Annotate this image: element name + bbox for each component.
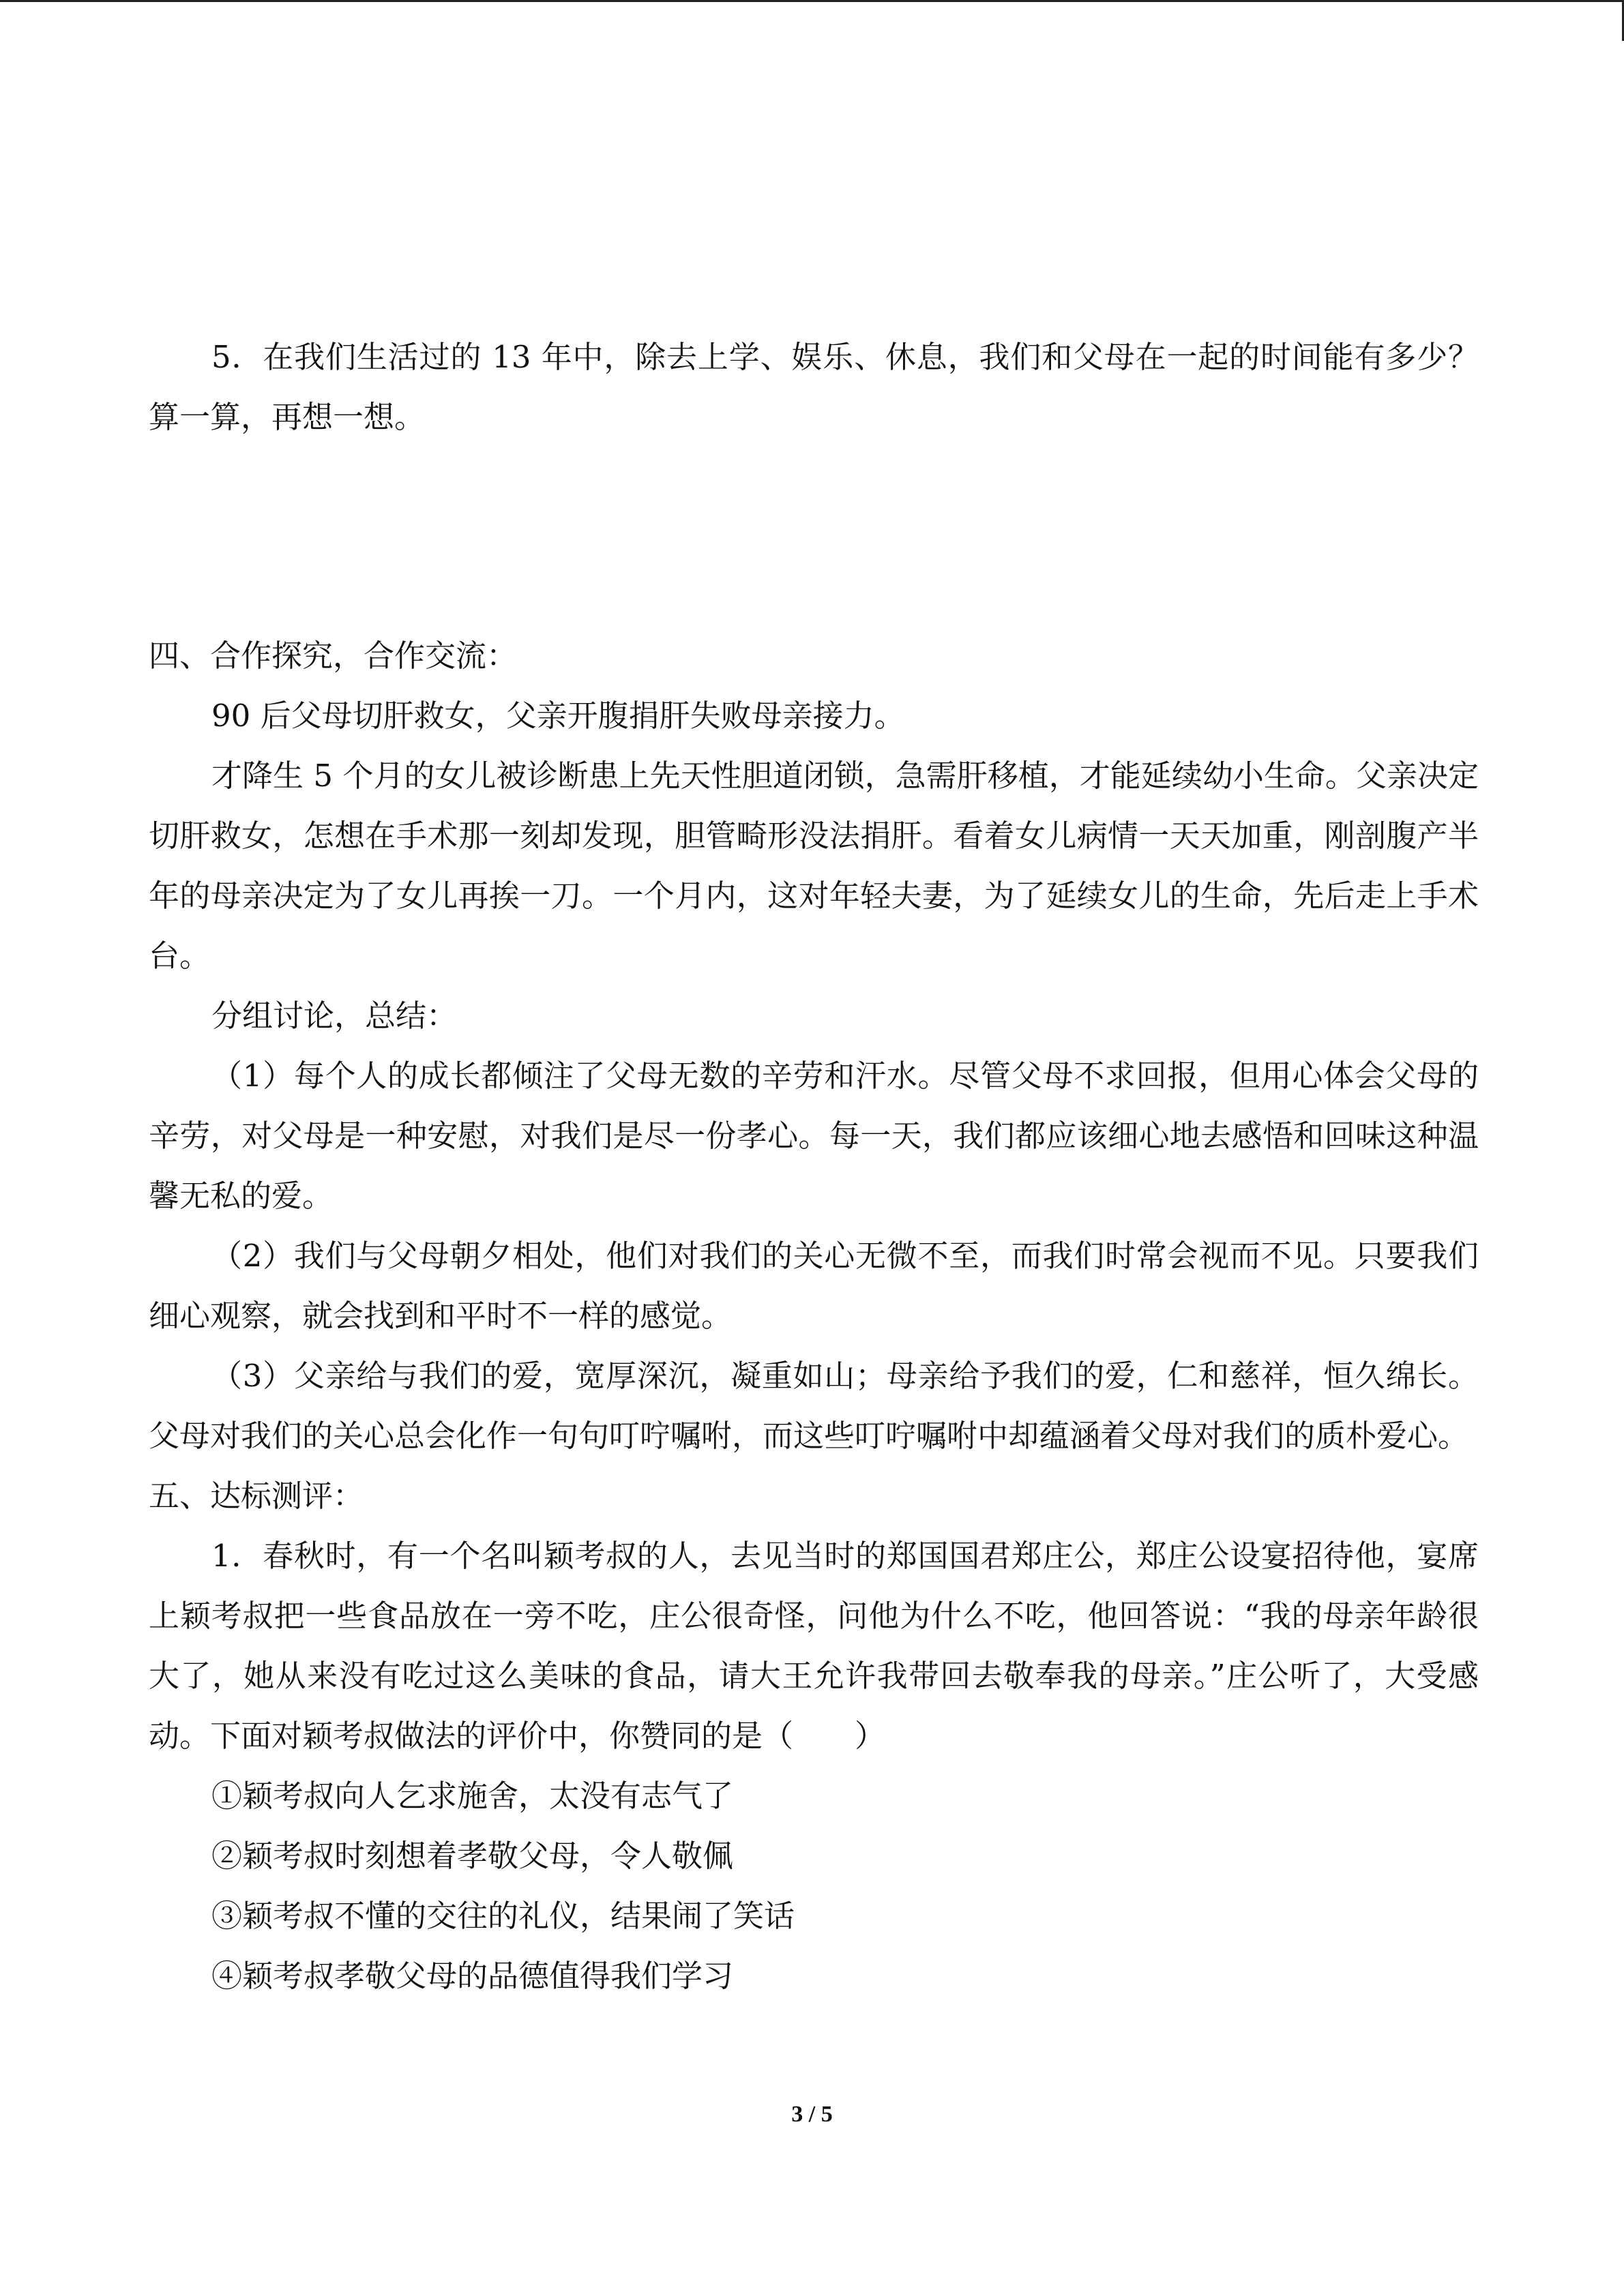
summary-point-2: （2）我们与父母朝夕相处，他们对我们的关心无微不至，而我们时常会视而不见。只要我们细心观察，就会找到和平时不一样的感觉。: [149, 1238, 1479, 1334]
question-5: 5．在我们生活过的 13 年中，除去上学、娱乐、休息，我们和父母在一起的时间能有多少？算一算，再想一想。: [149, 339, 1479, 435]
option-1: ①颖考叔向人乞求施舍，太没有志气了: [211, 1778, 734, 1814]
answer-space: [149, 447, 1479, 626]
page-number: 3 / 5: [791, 2102, 833, 2127]
news-body: 才降生 5 个月的女儿被诊断患上先天性胆道闭锁，急需肝移植，才能延续幼小生命。父亲决定切肝救女，怎想在手术那一刻却发现，胆管畸形没法捐肝。看着女儿病情一天天加重，刚剖腹产半年的母亲决定为了女儿再挨一刀。一个月内，这对年轻夫妻，为了延续女儿的生命，先后走上手术台。: [149, 758, 1479, 974]
discussion-heading: 分组讨论，总结：: [211, 998, 458, 1034]
section-5-heading: 五、达标测评：: [149, 1478, 364, 1514]
summary-point-3: （3）父亲给与我们的爱，宽厚深沉，凝重如山；母亲给予我们的爱，仁和慈祥，恒久绵长。父母对我们的关心总会化作一句句叮咛嘱咐，而这些叮咛嘱咐中却蕴涵着父母对我们的质朴爱心。: [149, 1358, 1479, 1454]
test-question-1: 1．春秋时，有一个名叫颖考叔的人，去见当时的郑国国君郑庄公，郑庄公设宴招待他，宴席上颖考叔把一些食品放在一旁不吃，庄公很奇怪，问他为什么不吃，他回答说：“我的母亲年龄很大了，她从来没有吃过这么美味的食品，请大王允许我带回去敬奉我的母亲。”庄公听了，大受感动。下面对颖考叔做法的评价中，你赞同的是（ ）: [149, 1538, 1479, 1754]
summary-point-1: （1）每个人的成长都倾注了父母无数的辛劳和汗水。尽管父母不求回报，但用心体会父母的辛劳，对父母是一种安慰，对我们是尽一份孝心。每一天，我们都应该细心地去感悟和回味这种温馨无私的爱。: [149, 1058, 1479, 1214]
option-3: ③颖考叔不懂的交往的礼仪，结果闹了笑话: [211, 1898, 795, 1934]
option-2: ②颖考叔时刻想着孝敬父母，令人敬佩: [211, 1838, 734, 1874]
option-4: ④颖考叔孝敬父母的品德值得我们学习: [211, 1958, 734, 1994]
section-4-heading: 四、合作探究，合作交流：: [149, 638, 518, 674]
news-title: 90 后父母切肝救女，父亲开腹捐肝失败母亲接力。: [211, 698, 905, 734]
page-border-top: [0, 0, 1624, 2]
document-body: [149, 327, 1479, 2006]
